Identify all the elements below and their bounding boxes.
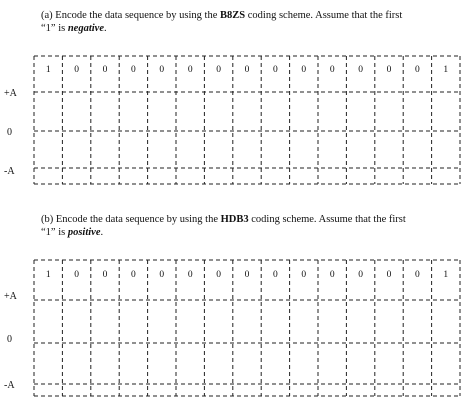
level-label-a-zero: 0 xyxy=(7,127,12,138)
grid-b-bit-cell: 0 xyxy=(74,270,79,280)
grid-a-bit-cell: 0 xyxy=(358,65,363,75)
grid-a-bit-cell: 0 xyxy=(216,65,221,75)
grid-b-bit-cell: 1 xyxy=(443,270,449,280)
grid-b-bit-cell: 0 xyxy=(187,270,193,280)
grid-a-bit-cell: 0 xyxy=(415,65,420,75)
grid-a-bit-cell: 0 xyxy=(131,65,136,75)
grid-a-bit-cell: 0 xyxy=(329,65,335,75)
grid-a-bit-cell: 0 xyxy=(102,65,108,75)
grid-a-bit-cell: 0 xyxy=(244,65,250,75)
grid-a-bit-cell: 0 xyxy=(386,65,392,75)
grid-a-bit-cell: 0 xyxy=(74,65,79,75)
question-a-line2-prefix: “1” is xyxy=(41,23,68,34)
level-label-b-plus: +A xyxy=(4,291,17,302)
grid-b-bit-cell: 1 xyxy=(45,270,51,280)
question-b-line2-prefix: “1” is xyxy=(41,227,68,238)
level-label-a-plus: +A xyxy=(4,88,17,99)
grid-b-bit-cell: 0 xyxy=(273,270,278,280)
grid-a-bit-cell: 0 xyxy=(159,65,165,75)
question-a-polarity: negative xyxy=(67,23,104,34)
grid-b-bit-cell: 0 xyxy=(415,270,420,280)
question-b-prefix: (b) Encode the data sequence by using the xyxy=(41,214,221,225)
level-label-a-minus: -A xyxy=(4,166,15,177)
grid-b-bit-cell: 0 xyxy=(386,270,392,280)
grid-b-bit-cell: 0 xyxy=(301,270,307,280)
grid-b-bit-cell: 0 xyxy=(159,270,165,280)
question-b-middle: coding scheme. Assume that the first xyxy=(248,214,406,225)
question-a-middle: coding scheme. Assume that the first xyxy=(245,10,403,21)
grid-b-bit-cell: 0 xyxy=(102,270,108,280)
question-a-prefix: (a) Encode the data sequence by using the xyxy=(41,10,221,21)
level-label-b-minus: -A xyxy=(4,380,15,391)
question-a-scheme: B8ZS xyxy=(220,10,246,21)
grid-a-bit-cell: 0 xyxy=(187,65,193,75)
grid-b-bit-cell: 0 xyxy=(216,270,221,280)
grid-a-bit-cell: 1 xyxy=(443,65,449,75)
question-b-polarity: positive xyxy=(67,227,101,238)
grid-b-bit-cell: 0 xyxy=(329,270,335,280)
grid-b-bit-cell: 0 xyxy=(358,270,363,280)
question-b-suffix: . xyxy=(100,227,104,238)
question-b-scheme: HDB3 xyxy=(220,214,249,225)
level-label-b-zero: 0 xyxy=(7,334,12,345)
grid-a-bit-cell: 0 xyxy=(273,65,278,75)
grid-b-bit-cell: 0 xyxy=(131,270,136,280)
grid-b-bit-cell: 0 xyxy=(244,270,250,280)
grid-a-bit-cell: 1 xyxy=(45,65,51,75)
question-a-suffix: . xyxy=(103,23,107,34)
grid-a-bit-cell: 0 xyxy=(301,65,307,75)
